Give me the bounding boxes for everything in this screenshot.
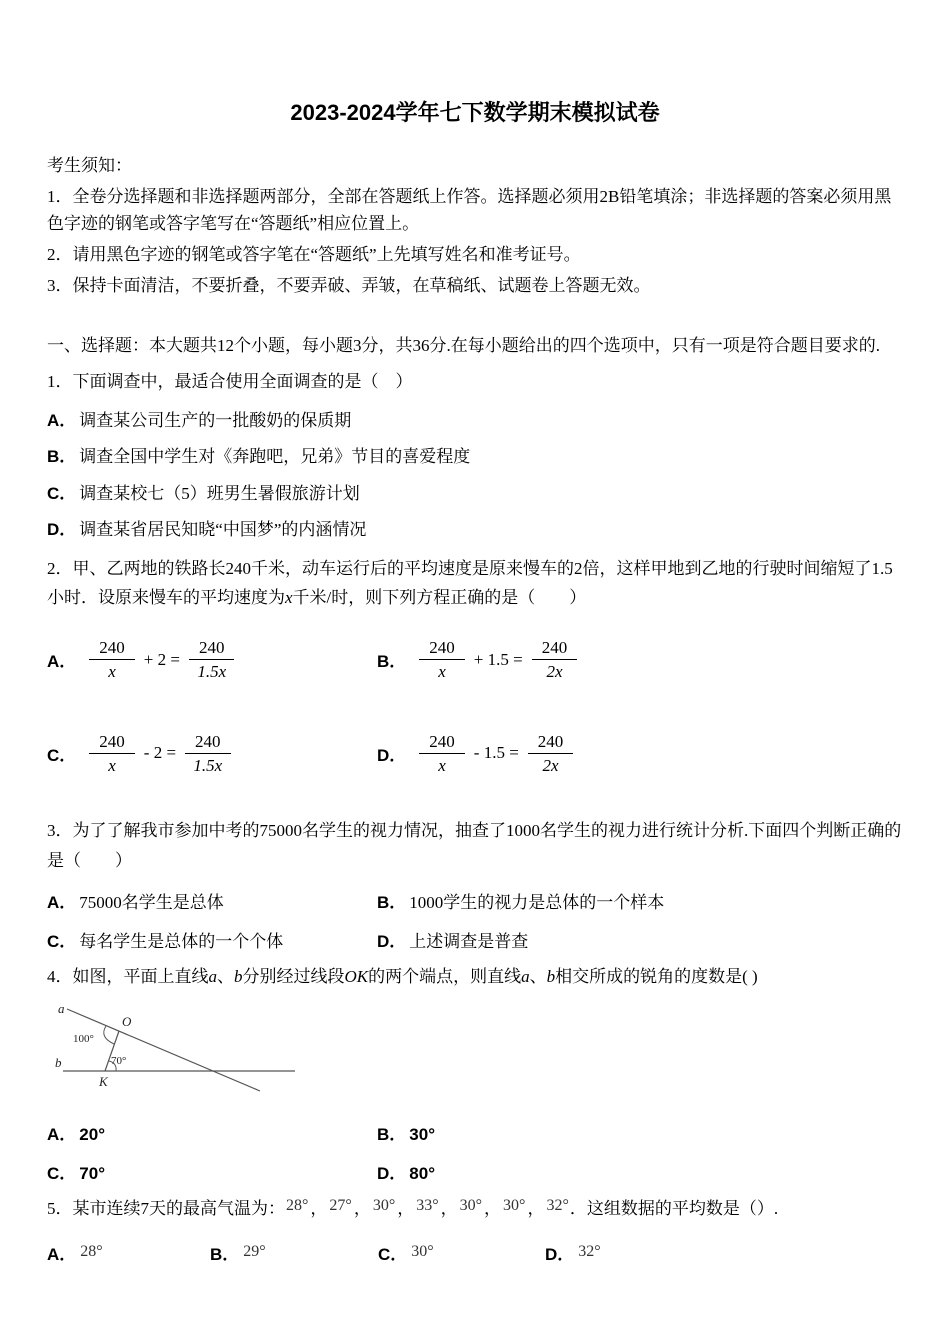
option-text: 每名学生是总体的一个个体	[79, 931, 284, 951]
question-3-options	[47, 888, 903, 952]
question-4-option-d	[377, 1159, 903, 1184]
fraction: $\frac{240}{1.5x}$	[185, 731, 231, 777]
question-4	[47, 962, 903, 1185]
option-label: D．	[47, 520, 77, 540]
temperature-value: 28°	[286, 1197, 309, 1215]
question-5-stem: 5．某市连续7天的最高气温为：28° ， 27° ， 30° ， 33° ， 30° ， 30° ， 32°．这组数据的平均数是（）.	[47, 1197, 779, 1219]
variable-a: a	[521, 966, 530, 986]
question-3-stem: 3．为了了解我市参加中考的75000名学生的视力情况，抽查了1000名学生的视力进行统计分析.下面四个判断正确的是（ ）	[47, 821, 902, 870]
option-text: 调查全国中学生对《奔跑吧，兄弟》节目的喜爱程度	[79, 447, 471, 467]
operator: - 2 =	[143, 743, 177, 763]
option-label: A．	[47, 892, 77, 912]
question-1	[47, 367, 903, 543]
temperature-value: 30°	[459, 1197, 483, 1215]
option-text: 1000学生的视力是总体的一个样本	[409, 892, 665, 912]
question-4-option-b	[377, 1120, 903, 1145]
variable-b: b	[546, 966, 556, 986]
question-4-stem: 4．如图，平面上直线a、b分别经过线段OK的两个端点，则直线a、b相交所成的锐角的度数是( )	[47, 966, 758, 986]
option-label: B．	[377, 892, 407, 912]
variable-b: b	[234, 966, 243, 986]
fraction: $\frac{240}{2x}$	[528, 731, 574, 777]
notice-section	[47, 153, 903, 300]
option-label: A．	[47, 652, 77, 672]
operator: + 1.5 =	[473, 649, 523, 669]
variable-x: x	[285, 588, 293, 608]
question-2-option-d	[377, 731, 903, 777]
temperature-value: 30°	[503, 1197, 526, 1215]
temperature-value: 32°	[546, 1197, 569, 1215]
question-2	[47, 554, 903, 777]
question-3-option-b	[377, 888, 903, 913]
notice-header: 考生须知：	[47, 156, 132, 175]
question-2-options	[47, 637, 903, 776]
question-5-option-b	[210, 1240, 378, 1265]
fraction: $\frac{240}{2x}$	[532, 637, 578, 683]
option-text: 上述调查是普查	[409, 931, 529, 951]
question-1-stem: 1．下面调查中，最适合使用全面调查的是（ ）	[47, 371, 413, 391]
option-label: D．	[377, 931, 407, 951]
line-a-label: a	[58, 1001, 65, 1017]
notice-item-2: 2．请用黑色字迹的钢笔或答字笔在“答题纸”上先填写姓名和准考证号。	[47, 245, 581, 265]
option-text: 70°	[79, 1164, 105, 1184]
fraction: $\frac{240}{x}$	[419, 637, 465, 683]
question-1-option-d	[47, 517, 903, 543]
option-text: 调查某省居民知晓“中国梦”的内涵情况	[79, 520, 367, 540]
question-3-option-a	[47, 888, 377, 913]
option-text: 调查某校七（5）班男生暑假旅游计划	[79, 483, 360, 503]
operator: + 2 =	[143, 649, 180, 669]
option-text: 20°	[79, 1125, 105, 1145]
question-3-option-c	[47, 927, 377, 952]
option-text: 调查某公司生产的一批酸奶的保质期	[79, 410, 352, 430]
option-label: C．	[47, 483, 77, 503]
option-label: D．	[377, 745, 407, 765]
question-3	[47, 816, 903, 952]
section1-header: 一、选择题：本大题共12个小题，每小题3分，共36分.在每小题给出的四个选项中，只有一项是符合题目要求的.	[47, 335, 880, 355]
option-text: 75000名学生是总体	[79, 892, 224, 912]
option-label: B．	[377, 1125, 407, 1145]
line-b-label: b	[55, 1055, 62, 1071]
notice-item-1: 1．全卷分选择题和非选择题两部分，全部在答题纸上作答。选择题必须用2B铅笔填涂；非选择题的答案必须用黑色字迹的钢笔或答字笔写在“答题纸”相应位置上。	[47, 187, 892, 233]
fraction: $\frac{240}{1.5x}$	[189, 637, 235, 683]
option-label: C．	[47, 931, 77, 951]
option-label: C．	[378, 1245, 408, 1265]
question-2-stem	[47, 554, 903, 614]
question-4-options	[47, 1120, 903, 1184]
question-5	[47, 1194, 903, 1265]
option-label: D．	[377, 1164, 407, 1184]
question-5-options	[47, 1240, 903, 1265]
option-text: 29°	[243, 1243, 266, 1261]
variable-a: a	[208, 966, 217, 986]
question-4-figure-wrap	[55, 1001, 903, 1106]
segment-ok-label: OK	[344, 966, 369, 986]
question-2-option-b	[377, 637, 903, 683]
stem-text: 2．甲、乙两地的铁路长240千米，动车运行后的平均速度是原来慢车的2倍，这样甲地到乙地的行驶时间缩短了1.5小时．设原来慢车的平均速度为	[47, 558, 893, 608]
page-title: 2023-2024学年七下数学期末模拟试卷	[290, 100, 660, 125]
geometry-figure	[55, 1001, 305, 1101]
option-label: D．	[545, 1245, 575, 1265]
option-label: C．	[47, 1164, 77, 1184]
question-5-option-a	[47, 1240, 210, 1265]
point-o-label: O	[122, 1014, 132, 1030]
question-5-option-c	[378, 1240, 545, 1265]
operator: - 1.5 =	[473, 743, 519, 763]
angle-k-value: 70°	[111, 1055, 127, 1068]
question-1-option-b	[47, 444, 903, 470]
temperature-value: 27°	[329, 1197, 352, 1215]
point-k-label: K	[99, 1074, 108, 1090]
option-text: 28°	[80, 1243, 103, 1261]
angle-o-value: 100°	[73, 1033, 94, 1046]
option-text: 30°	[409, 1125, 435, 1145]
fraction: $\frac{240}{x}$	[419, 731, 465, 777]
question-2-option-c	[47, 731, 377, 777]
option-label: A．	[47, 1245, 77, 1265]
option-text: 80°	[409, 1164, 435, 1184]
temperature-value: 30°	[372, 1197, 396, 1215]
option-label: C．	[47, 745, 77, 765]
stem-text: 千米/时，则下列方程正确的是（ ）	[292, 588, 587, 608]
option-label: A．	[47, 410, 77, 430]
option-text: 32°	[578, 1243, 601, 1261]
line-a	[67, 1009, 260, 1091]
option-text: 30°	[411, 1243, 434, 1261]
fraction: $\frac{240}{x}$	[89, 637, 135, 683]
option-label: B．	[377, 652, 407, 672]
question-4-option-c	[47, 1159, 377, 1184]
question-3-option-d	[377, 927, 903, 952]
question-5-option-d	[545, 1240, 903, 1265]
option-label: B．	[47, 447, 77, 467]
question-1-option-c	[47, 481, 903, 507]
option-label: A．	[47, 1125, 77, 1145]
question-2-option-a	[47, 637, 377, 683]
fraction: $\frac{240}{x}$	[89, 731, 135, 777]
question-1-option-a	[47, 408, 903, 434]
temperature-value: 33°	[416, 1197, 439, 1215]
question-4-option-a	[47, 1120, 377, 1145]
option-label: B．	[210, 1245, 240, 1265]
notice-item-3: 3．保持卡面清洁，不要折叠，不要弄破、弄皱，在草稿纸、试题卷上答题无效。	[47, 276, 651, 296]
